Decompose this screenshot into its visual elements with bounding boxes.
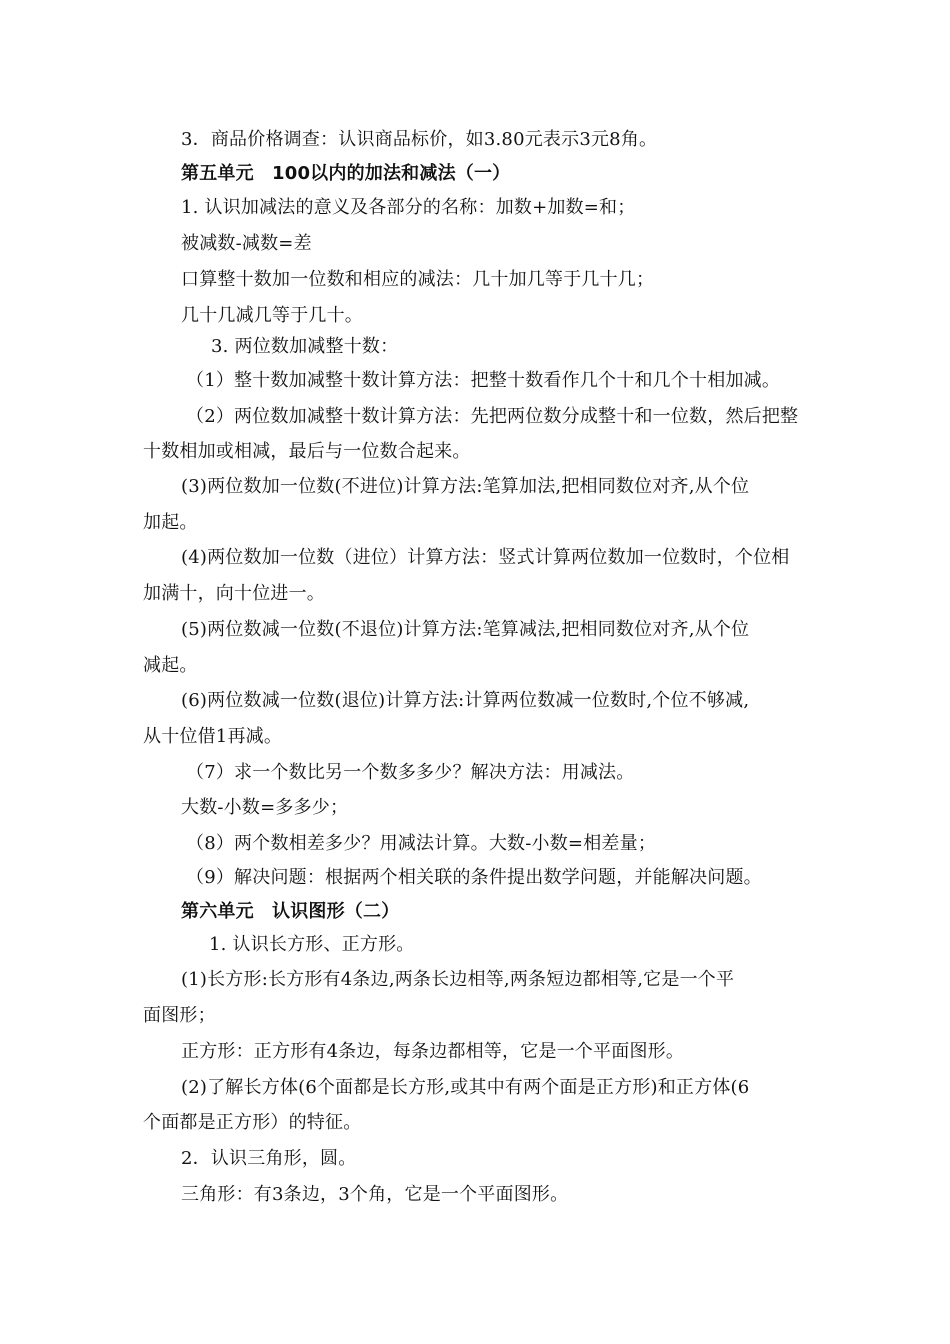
text-line: 2．认识三角形，圆。: [181, 1148, 357, 1169]
text-line: (3)两位数加一位数(不进位)计算方法:笔算加法,把相同数位对齐,从个位: [181, 476, 750, 497]
text-line: (6)两位数减一位数(退位)计算方法:计算两位数减一位数时,个位不够减,: [181, 690, 750, 711]
text-line: 正方形：正方形有4条边，每条边都相等，它是一个平面图形。: [181, 1041, 685, 1062]
text-line: 口算整十数加一位数和相应的减法：几十加几等于几十几；: [181, 269, 655, 290]
text-line: （8）两个数相差多少？用减法计算。大数-小数=相差量；: [186, 833, 657, 854]
text-line: 3. 两位数加减整十数：: [211, 336, 399, 357]
text-line: 从十位借1再减。: [143, 726, 283, 747]
text-line: 十数相加或相减，最后与一位数合起来。: [143, 441, 471, 462]
text-line: 被减数-减数=差: [181, 233, 312, 254]
text-line: 面图形；: [143, 1005, 216, 1026]
text-line: （1）整十数加减整十数计算方法：把整十数看作几个十和几个十相加减。: [186, 370, 781, 391]
text-line: 1. 认识长方形、正方形。: [209, 934, 415, 955]
text-line: 3．商品价格调查：认识商品标价，如3.80元表示3元8角。: [181, 129, 658, 150]
section-heading-unit-5: 第五单元 100以内的加法和减法（一）: [181, 163, 511, 184]
text-line: 大数-小数=多多少；: [181, 797, 349, 818]
text-line: 加满十，向十位进一。: [143, 583, 325, 604]
section-heading-unit-6: 第六单元 认识图形（二）: [181, 901, 400, 922]
text-line: 三角形：有3条边，3个角，它是一个平面图形。: [181, 1184, 569, 1205]
text-line: 个面都是正方形）的特征。: [143, 1112, 362, 1133]
text-line: （9）解决问题：根据两个相关联的条件提出数学问题，并能解决问题。: [186, 867, 762, 888]
text-line: 1. 认识加减法的意义及各部分的名称：加数+加数=和；: [181, 197, 636, 218]
text-line: 减起。: [143, 655, 198, 676]
text-line: （2）两位数加减整十数计算方法：先把两位数分成整十和一位数，然后把整: [186, 406, 799, 427]
text-line: 几十几减几等于几十。: [181, 305, 363, 326]
text-line: (2)了解长方体(6个面都是长方形,或其中有两个面是正方形)和正方体(6: [181, 1077, 750, 1098]
text-line: 加起。: [143, 512, 198, 533]
text-line: (5)两位数减一位数(不退位)计算方法:笔算减法,把相同数位对齐,从个位: [181, 619, 750, 640]
text-line: (4)两位数加一位数（进位）计算方法：竖式计算两位数加一位数时，个位相: [181, 547, 790, 568]
text-line: (1)长方形:长方形有4条边,两条长边相等,两条短边都相等,它是一个平: [181, 969, 735, 990]
text-line: （7）求一个数比另一个数多多少？解决方法：用减法。: [186, 762, 635, 783]
